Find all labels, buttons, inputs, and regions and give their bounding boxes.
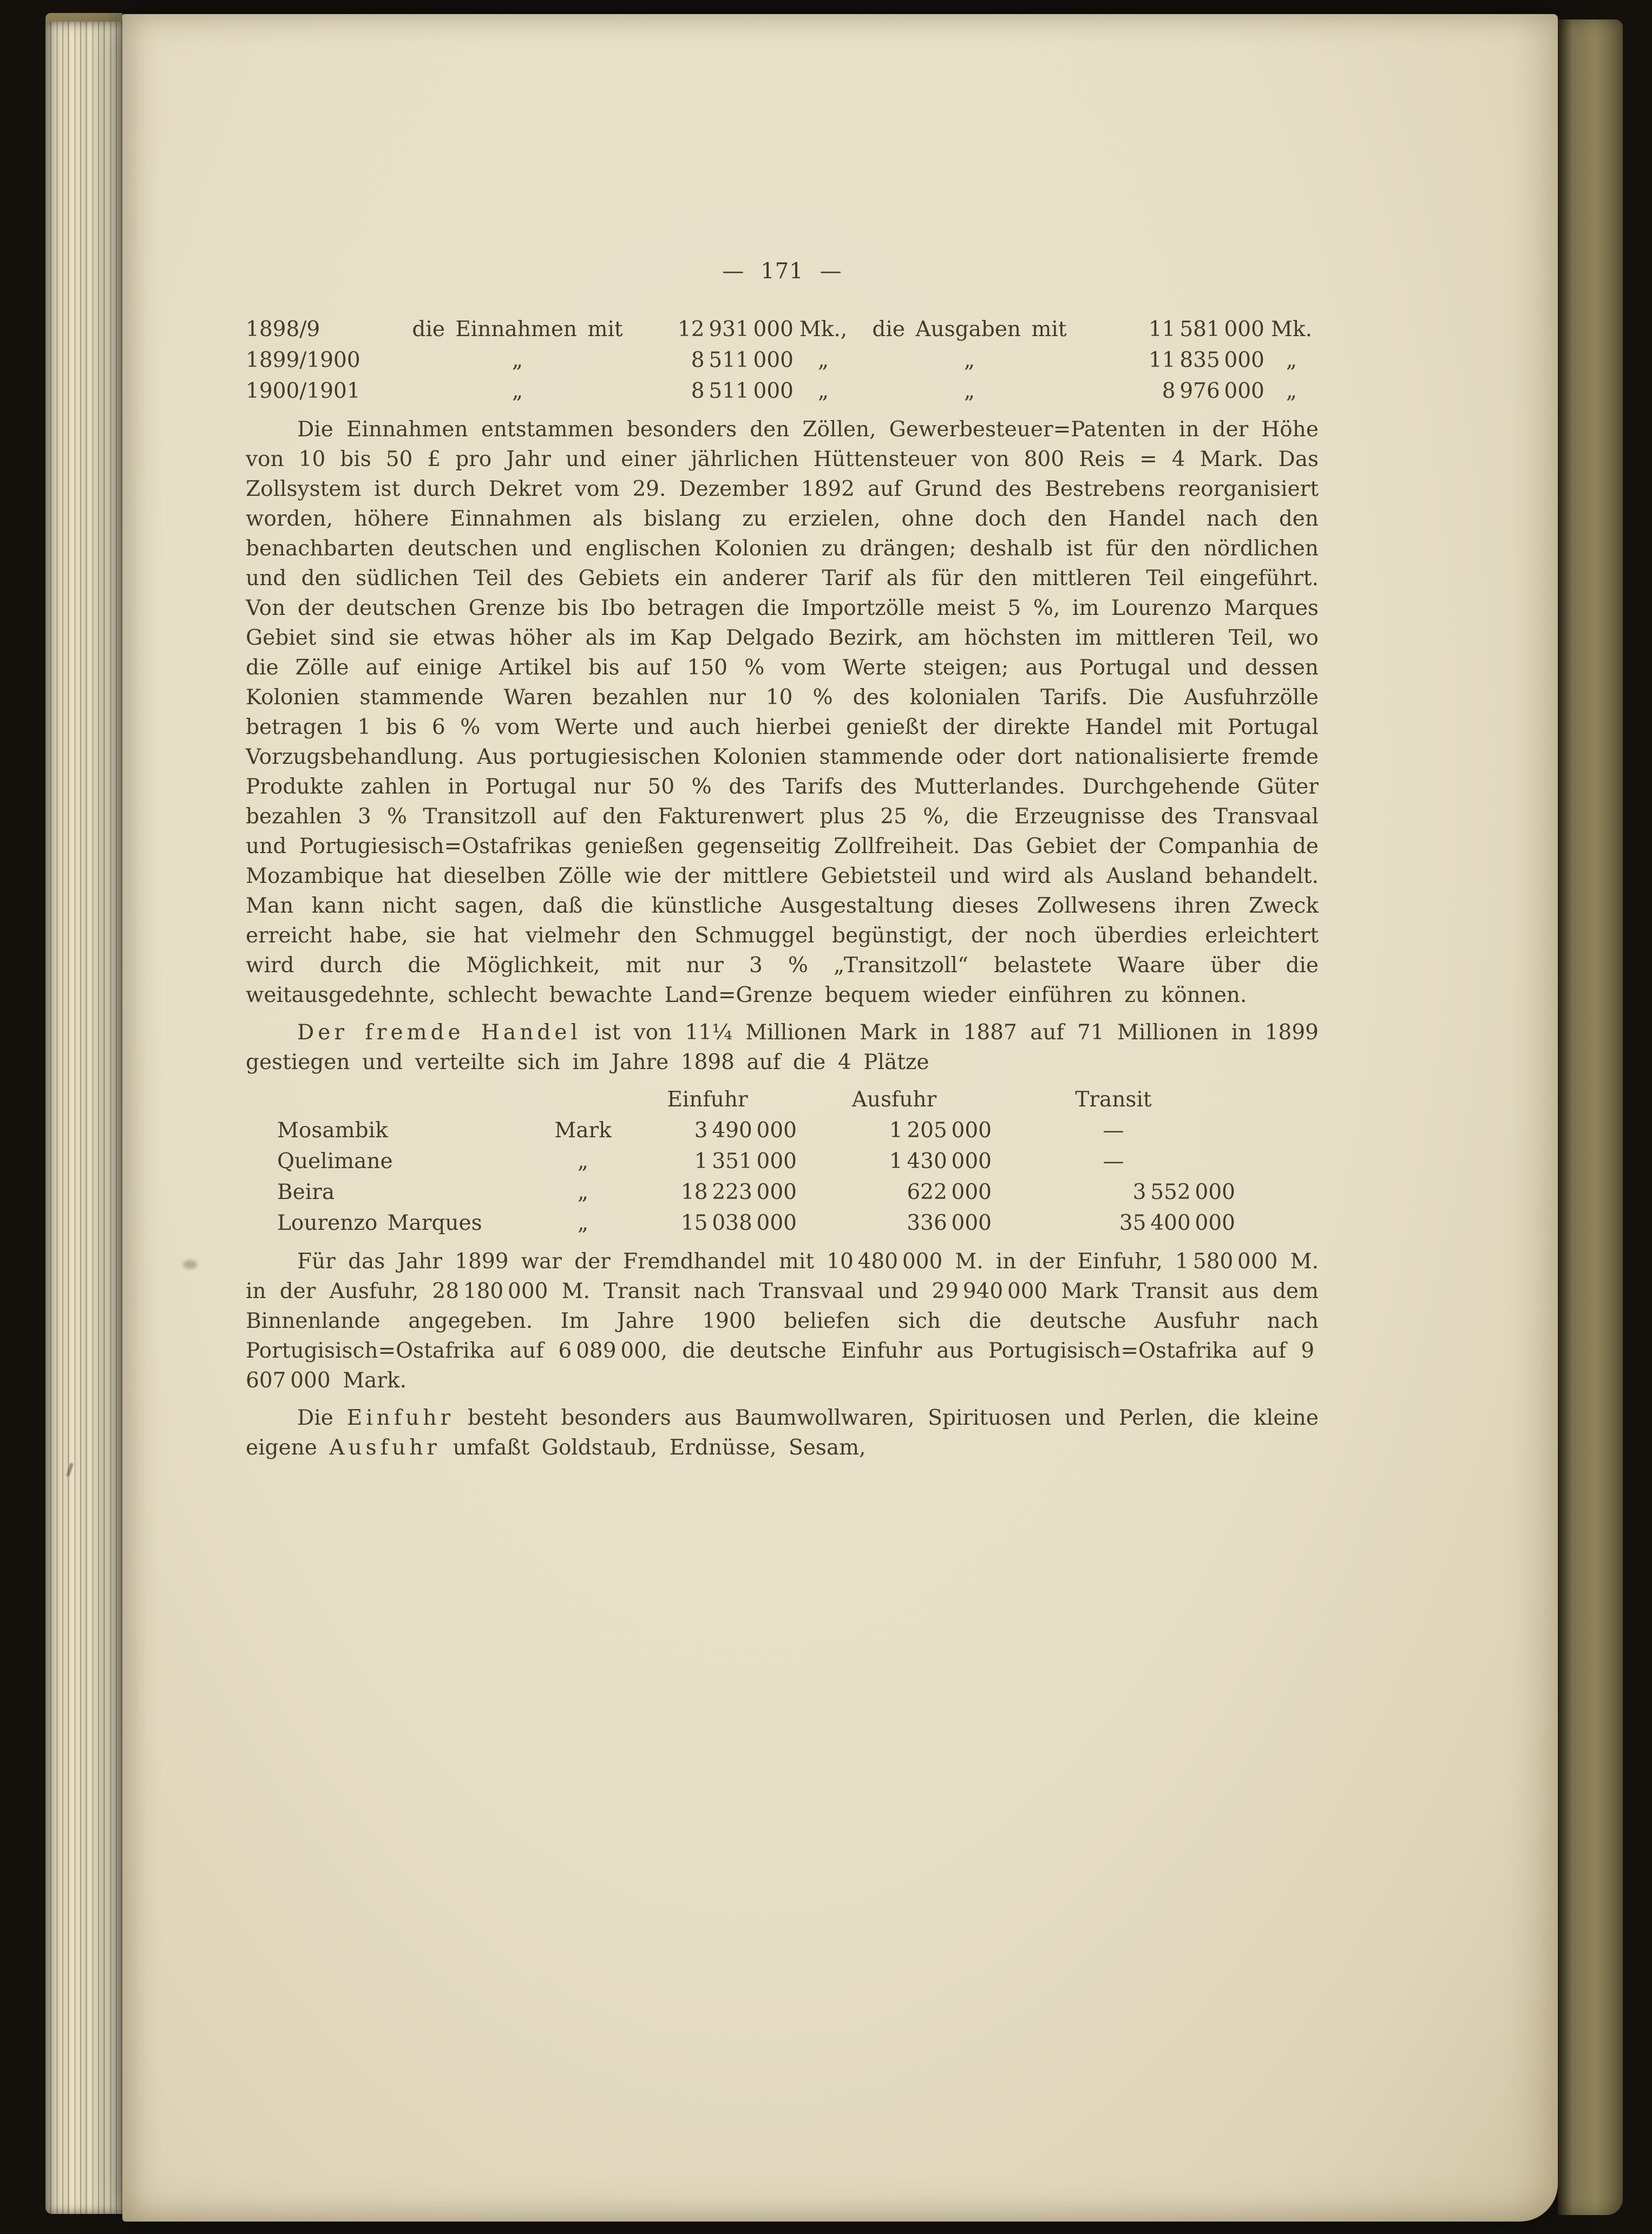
paragraph [246,1018,1319,1077]
table-cell: 12 931 000 [677,317,794,342]
table-cell: 3 552 000 [1132,1180,1235,1204]
ink-smudge [183,1260,197,1269]
table-row [277,1147,1235,1177]
table-row [246,315,1319,345]
text-run: umfaßt Goldstaub, Erdnüsse, Sesam, [441,1436,866,1460]
table-cell: die Ausgaben mit [872,317,1067,342]
table-cell: 1899/1900 [246,348,360,372]
table-cell: „ [577,1180,589,1204]
table-cell: Quelimane [277,1149,393,1174]
table-cell: „ [817,348,829,372]
table-cell: 8 511 000 [691,348,794,372]
table-row [277,1085,1235,1116]
table-cell: Mk. [1271,317,1312,342]
table-cell: Mk., [799,317,848,342]
table-cell: 8 976 000 [1162,379,1264,403]
table-cell: „ [1286,379,1297,403]
table-cell: „ [512,379,523,403]
text-run: ist von 11¼ Millionen Mark in 1887 auf 71 Millionen in 1899 gestiegen und verteilte sich im Jahre 1898 auf die 4 Plätze [246,1020,1319,1075]
table-cell: 35 400 000 [1119,1211,1235,1235]
table-row [277,1208,1235,1239]
table-cell: — [1103,1149,1124,1174]
book-cover-edge [1558,19,1623,2215]
paragraph [246,1403,1319,1463]
table-cell: 3 490 000 [694,1118,797,1143]
table-cell: Ausfuhr [851,1087,937,1112]
header-dash-left: — [722,259,745,284]
table-cell: 336 000 [907,1211,992,1235]
table-cell: Mark [554,1118,612,1143]
table-cell: „ [963,379,975,403]
table-cell: „ [1286,348,1297,372]
revenue-table [246,315,1319,407]
table-cell: 15 038 000 [680,1211,797,1235]
paragraph-group-a [246,415,1319,1077]
table-row [246,345,1319,376]
text-run: besteht besonders aus Baumwollwaren, Spirituosen und Perlen, die kleine eigene [246,1406,1319,1460]
letterspaced-emphasis: Ausfuhr [329,1436,441,1460]
table-cell: Mosambik [277,1118,388,1143]
table-cell: 18 223 000 [680,1180,797,1204]
book-page [122,14,1558,2222]
paragraph [246,415,1319,1010]
stacked-page-edges [45,22,122,2214]
table-cell: 1 205 000 [889,1118,992,1143]
text-run: Für das Jahr 1899 war der Fremdhandel mit 10 480 000 M. in der Einfuhr, 1 580 000 M. in der Ausfuhr, 28 180 000 M. Transit nach Transvaal und 29 940 000 Mark Transit aus dem Binnenlande angegeben. Im Jahre 1900 beliefen sich die deutsche Ausfuhr nach Portugisisch=Ostafrika auf 6 089 000, die deutsche Einfuhr aus Portugisisch=Ostafrika auf 9 607 000 Mark. [246,1249,1319,1393]
letterspaced-emphasis: Der fremde Handel [297,1020,581,1045]
table-cell: Transit [1075,1087,1152,1112]
table-cell: „ [577,1211,589,1235]
table-cell: Lourenzo Marques [277,1211,482,1235]
table-row [277,1116,1235,1147]
trade-table [277,1085,1235,1239]
text-run: Die [297,1406,347,1430]
table-cell: „ [817,379,829,403]
header-dash-right: — [820,259,842,284]
table-cell: „ [512,348,523,372]
table-cell: 11 835 000 [1148,348,1264,372]
paragraph-group-b [246,1247,1319,1463]
table-cell: 1900/1901 [246,379,360,403]
page-number: 171 [761,259,804,284]
table-cell [277,1085,548,1116]
page-header [246,257,1319,286]
table-cell: 1898/9 [246,317,320,342]
table-cell [548,1085,618,1116]
table-row [277,1177,1235,1208]
table-cell: 1 351 000 [694,1149,797,1174]
table-cell: — [1103,1118,1124,1143]
text-run: Die Einnahmen entstammen besonders den Zöllen, Gewerbesteuer=Patenten in der Höhe von 10 bis 50 £ pro Jahr und einer jährlichen Hüttensteuer von 800 Reis = 4 Mark. Das Zollsystem ist durch Dekret vom 29. Dezember 1892 auf Grund des Bestrebens reorganisiert worden, höhere Einnahmen als bislang zu erzielen, ohne doch den Handel nach den benachbarten deutschen und englischen Kolonien zu drängen; deshalb ist für den nördlichen und den südlichen Teil des Gebiets ein anderer Tarif als für den mittleren Teil eingeführt. Von der deutschen Grenze bis Ibo betragen die Importzölle meist 5 %, im Lourenzo Marques Gebiet sind sie etwas höher als im Kap Delgado Bezirk, am höchsten im mittleren Teil, wo die Zölle auf einige Artikel bis auf 150 % vom Werte steigen; aus Portugal und dessen Kolonien stammende Waren bezahlen nur 10 % des kolonialen Tarifs. Die Ausfuhrzölle betragen 1 bis 6 % vom Werte und auch hierbei genießt der direkte Handel mit Portugal Vorzugsbehandlung. Aus portugiesischen Kolonien stammende oder dort nationalisierte fremde Produkte zahlen in Portugal nur 50 % des Tarifs des Mutterlandes. Durchgehende Güter bezahlen 3 % Transitzoll auf den Fakturenwert plus 25 %, die Erzeugnisse des Transvaal und Portugiesisch=Ostafrikas genießen gegenseitig Zollfreiheit. Das Gebiet der Companhia de Mozambique hat dieselben Zölle wie der mittlere Gebietsteil und wird als Ausland behandelt. Man kann nicht sagen, daß die künstliche Ausgestaltung dieses Zollwesens ihren Zweck erreicht habe, sie hat vielmehr den Schmuggel begünstigt, der noch überdies erleichtert wird durch die Möglichkeit, mit nur 3 % „Transitzoll“ belastete Waare über die weitausgedehnte, schlecht bewachte Land=Grenze bequem wieder einführen zu können. [246,417,1319,1007]
table-row [246,376,1319,407]
table-cell: 1 430 000 [889,1149,992,1174]
letterspaced-emphasis: Einfuhr [346,1406,455,1430]
table-cell: Beira [277,1180,335,1204]
table-cell: 8 511 000 [691,379,794,403]
table-cell: die Einnahmen mit [412,317,623,342]
table-cell: „ [963,348,975,372]
table-cell: „ [577,1149,589,1174]
table-cell: 622 000 [907,1180,992,1204]
table-cell: 11 581 000 [1148,317,1264,342]
table-cell: Einfuhr [667,1087,748,1112]
paragraph [246,1247,1319,1396]
